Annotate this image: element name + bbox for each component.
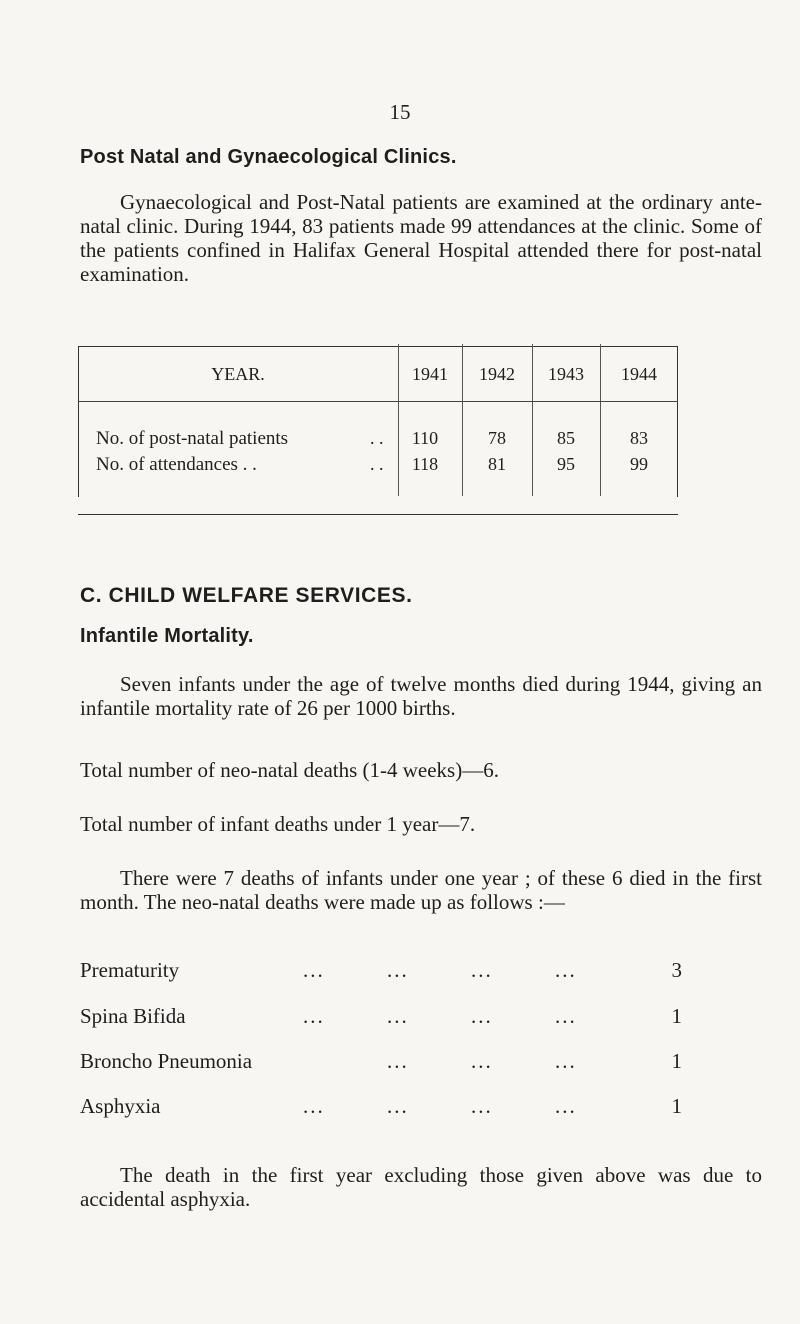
table-header-1941: 1941 <box>412 364 448 384</box>
deaths-paragraph: There were 7 deaths of infants under one year ; of these 6 died in the first month. The neo-natal deaths were made up as follows :— <box>80 866 762 914</box>
table-cell: 110 <box>411 428 439 448</box>
closing-paragraph: The death in the first year excluding those given above was due to accidental asphyxia. <box>80 1163 762 1211</box>
infantile-mortality-heading: Infantile Mortality. <box>80 625 254 647</box>
table-cell: 83 <box>630 428 648 448</box>
cause-count: 1 <box>671 1004 682 1028</box>
cause-name: Spina Bifida <box>80 1004 186 1028</box>
table-row-label: No. of attendances . . <box>96 454 257 475</box>
leader-dots: ... ... ... <box>387 1049 577 1073</box>
cause-name: Prematurity <box>80 958 180 982</box>
table-header-rule <box>78 401 678 402</box>
leader-dots: ... ... ... ... <box>303 1094 577 1118</box>
cause-count: 1 <box>671 1049 682 1073</box>
infant-mortality-paragraph: Seven infants under the age of twelve months died during 1944, giving an infantile mortality rate of 26 per 1000 births. <box>80 672 762 720</box>
table-header-1944: 1944 <box>621 364 657 384</box>
table-header-1943: 1943 <box>548 364 584 384</box>
leader-dots: ... ... ... ... <box>303 1004 577 1028</box>
cause-count: 3 <box>671 958 682 982</box>
postnatal-heading: Post Natal and Gynaecological Clinics. <box>80 146 457 168</box>
table-cell: 81 <box>488 454 506 474</box>
list-item <box>80 1049 682 1077</box>
list-item <box>80 958 682 986</box>
list-item <box>80 1004 682 1032</box>
child-welfare-heading: C. CHILD WELFARE SERVICES. <box>80 584 413 607</box>
neonatal-total: Total number of neo-natal deaths (1-4 weeks)—6. <box>80 758 499 782</box>
clinic-table <box>78 346 678 608</box>
page-number: 15 <box>389 100 411 124</box>
table-row-label: No. of post-natal patients <box>96 428 289 449</box>
postnatal-paragraph: Gynaecological and Post-Natal patients are examined at the ordinary ante-natal clinic. During 1944, 83 patients made 99 attendances at the clinic. Some of the patients confined in Halifax General Hospital attended there for post-natal examination. <box>80 190 762 286</box>
table-cell: 85 <box>557 428 575 448</box>
table-cell: 95 <box>557 454 575 474</box>
table-cell: 78 <box>488 428 506 448</box>
table-bottom-rule <box>78 514 678 515</box>
infant-total: Total number of infant deaths under 1 year—7. <box>80 812 476 836</box>
table-header-1942: 1942 <box>479 364 515 384</box>
leader-dots: ... ... ... ... <box>303 958 577 982</box>
cause-name: Asphyxia <box>80 1094 161 1118</box>
table-header-year: YEAR. <box>211 364 265 384</box>
table-row-leader: . . <box>370 454 384 474</box>
table-cell: 118 <box>411 454 439 474</box>
table-cell: 99 <box>630 454 648 474</box>
list-item <box>80 1094 682 1122</box>
table-row-leader: . . <box>370 428 384 448</box>
cause-name: Broncho Pneumonia <box>80 1049 253 1073</box>
cause-count: 1 <box>671 1094 682 1118</box>
